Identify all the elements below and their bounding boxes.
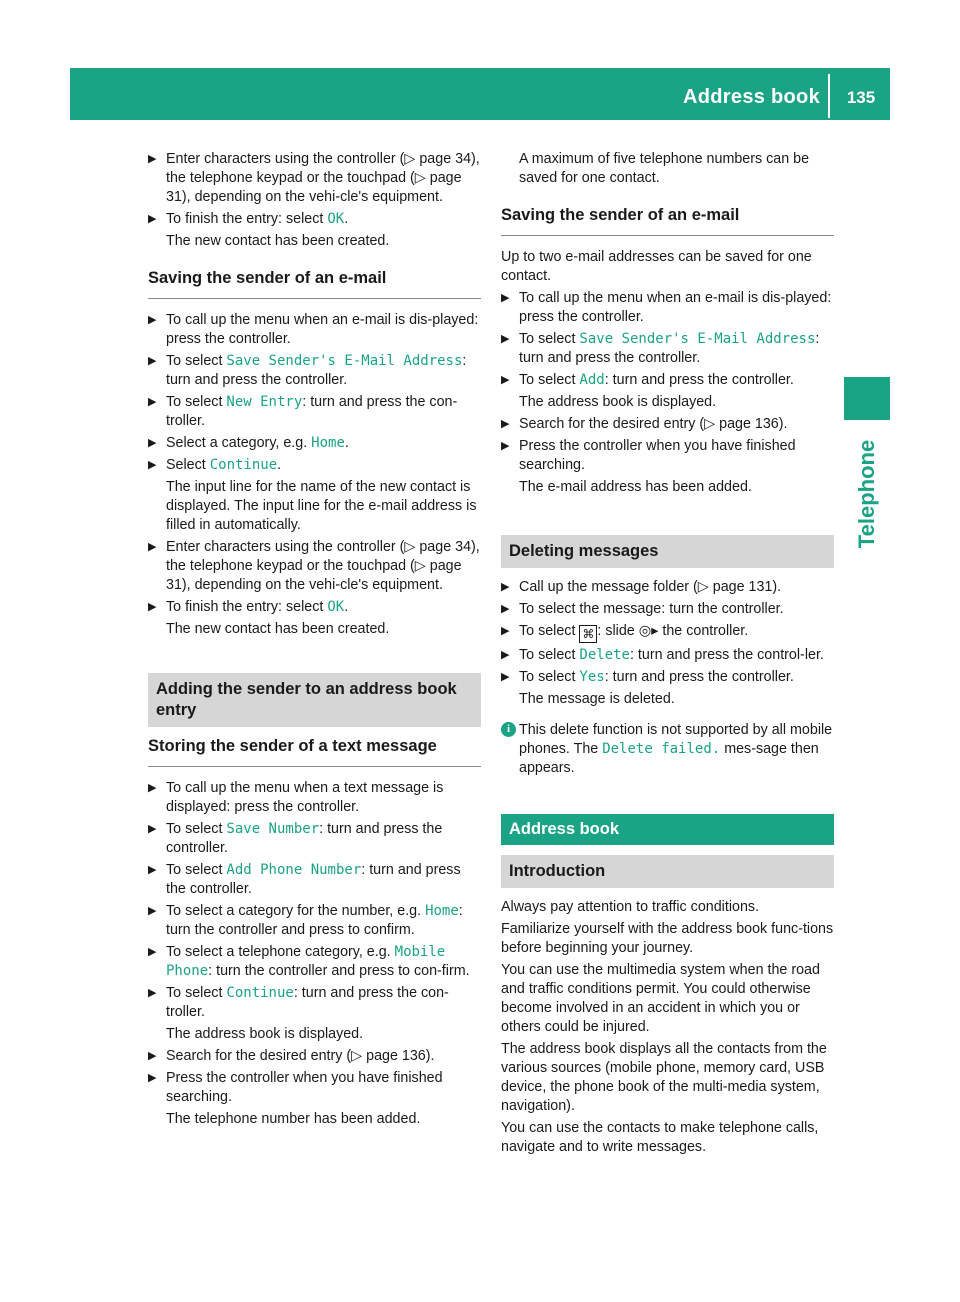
section-heading-box: Deleting messages <box>501 535 834 568</box>
menu-key: Add <box>579 372 605 388</box>
menu-key: Save Number <box>226 821 320 837</box>
arrow-icon: ▶ <box>501 581 510 593</box>
step: ▶ Enter characters using the controller (▷ page 34), the telephone keypad or the touchpad (▷ page 31), depending on the vehi-cle's equipment. <box>148 539 480 593</box>
side-block <box>844 377 890 420</box>
menu-key: Continue <box>209 457 278 473</box>
arrow-icon: ▶ <box>148 314 157 326</box>
arrow-icon: ▶ <box>501 625 510 637</box>
arrow-icon: ▶ <box>501 374 510 386</box>
step: ▶ To select Save Number: turn and press the controller. <box>148 821 443 856</box>
step: ▶ To finish the entry: select OK. <box>148 599 349 615</box>
step: ▶ Press the controller when you have finished searching. <box>501 438 796 473</box>
step: ▶ To select the message: turn the controller. <box>501 601 784 617</box>
section-heading-box: Introduction <box>501 855 834 888</box>
menu-key: Home <box>311 435 345 451</box>
step-result: The new contact has been created. <box>166 621 390 637</box>
step-result: The new contact has been created. <box>166 233 390 249</box>
arrow-icon: ▶ <box>148 541 157 553</box>
menu-key: Add Phone Number <box>226 862 362 878</box>
header-title: Address book <box>683 86 820 108</box>
step: ▶ To select Add: turn and press the controller. <box>501 372 794 388</box>
arrow-icon: ▶ <box>148 601 157 613</box>
step: ▶ To select Continue: turn and press the con-troller. <box>148 985 449 1020</box>
menu-key: Yes <box>579 669 605 685</box>
arrow-icon: ▶ <box>501 333 510 345</box>
menu-key: Home <box>425 903 459 919</box>
paragraph: Familiarize yourself with the address book func-tions before beginning your journey. <box>501 921 834 956</box>
menu-key: Save Sender's E-Mail Address <box>226 353 463 369</box>
step: ▶ To call up the menu when an e-mail is dis-played: press the controller. <box>501 290 832 325</box>
step: ▶ Select a category, e.g. Home. <box>148 435 349 451</box>
step: ▶ Enter characters using the controller (▷ page 34), the telephone keypad or the touchpad (▷ page 31), depending on the vehi-cle's equipment. <box>148 151 480 205</box>
arrow-icon: ▶ <box>148 905 157 917</box>
step: ▶ Call up the message folder (▷ page 131). <box>501 579 782 595</box>
step: ▶ To call up the menu when a text message is displayed: press the controller. <box>148 780 444 815</box>
arrow-icon: ▶ <box>148 823 157 835</box>
arrow-icon: ▶ <box>501 603 510 615</box>
step: ▶ To select Delete: turn and press the control-ler. <box>501 647 824 663</box>
arrow-icon: ▶ <box>148 946 157 958</box>
arrow-icon: ▶ <box>501 440 510 452</box>
arrow-icon: ▶ <box>148 153 157 165</box>
menu-key: Save Sender's E-Mail Address <box>579 331 816 347</box>
info-icon: i <box>501 722 516 737</box>
side-tab <box>842 434 892 554</box>
arrow-icon: ▶ <box>501 418 510 430</box>
menu-icon: ⌘ <box>579 625 597 643</box>
step: ▶ Press the controller when you have finished searching. <box>148 1070 443 1105</box>
side-tab-label: Telephone <box>854 439 879 549</box>
menu-key: New Entry <box>226 394 303 410</box>
menu-key: Delete <box>579 647 630 663</box>
menu-key: OK <box>327 599 345 615</box>
header-divider <box>828 74 830 118</box>
info-note: i This delete function is not supported by all mobile phones. The Delete failed. mes-sage then appears. <box>501 721 834 778</box>
step: ▶ To call up the menu when an e-mail is dis-played: press the controller. <box>148 312 479 347</box>
arrow-icon: ▶ <box>148 1072 157 1084</box>
arrow-icon: ▶ <box>501 292 510 304</box>
arrow-icon: ▶ <box>148 437 157 449</box>
page-number: 135 <box>846 88 876 107</box>
paragraph: You can use the contacts to make telephone calls, navigate and to write messages. <box>501 1120 819 1155</box>
header-bar <box>70 68 890 120</box>
menu-key: Delete failed. <box>602 741 721 757</box>
step: ▶ To select a telephone category, e.g. Mobile Phone: turn the controller and press to con-firm. <box>148 944 470 979</box>
section-heading-box: Adding the sender to an address book entry <box>148 673 481 727</box>
section-heading: Saving the sender of an e-mail <box>148 269 481 299</box>
arrow-icon: ▶ <box>148 459 157 471</box>
paragraph: The address book displays all the contacts from the various sources (mobile phone, memory card, USB device, the phone book of the multi-media system, navigation). <box>501 1041 827 1114</box>
step: ▶ To finish the entry: select OK. <box>148 211 349 227</box>
step-result: The message is deleted. <box>519 691 675 707</box>
menu-key: Continue <box>226 985 294 1001</box>
right-column <box>501 150 834 1160</box>
section-heading: Saving the sender of an e-mail <box>501 206 834 236</box>
step-result: The address book is displayed. <box>166 1026 364 1042</box>
arrow-icon: ▶ <box>148 864 157 876</box>
step: ▶ To select Yes: turn and press the controller. <box>501 669 794 685</box>
arrow-icon: ▶ <box>148 355 157 367</box>
section-heading: Storing the sender of a text message <box>148 737 481 767</box>
step-result: The address book is displayed. <box>519 394 717 410</box>
menu-key: OK <box>327 211 345 227</box>
paragraph: You can use the multimedia system when the road and traffic conditions permit. You could otherwise become involved in an accident in which you or others could be injured. <box>501 962 820 1035</box>
step: ▶ Search for the desired entry (▷ page 136). <box>501 416 788 432</box>
step: ▶ To select New Entry: turn and press the con-troller. <box>148 394 458 429</box>
step-result: The e-mail address has been added. <box>519 479 752 495</box>
step: ▶ To select Add Phone Number: turn and press the controller. <box>148 862 461 897</box>
arrow-icon: ▶ <box>148 396 157 408</box>
controller-icon: ◎ <box>638 623 652 639</box>
step: ▶ To select Save Sender's E-Mail Address: turn and press the controller. <box>148 353 467 388</box>
step: ▶ To select Save Sender's E-Mail Address: turn and press the controller. <box>501 331 820 366</box>
slide-right-icon: ▸ <box>651 623 659 639</box>
menu-key: Mobile Phone <box>166 944 446 979</box>
step: ▶ Search for the desired entry (▷ page 136). <box>148 1048 435 1064</box>
top-note: A maximum of five telephone numbers can be saved for one contact. <box>519 151 810 186</box>
arrow-icon: ▶ <box>501 671 510 683</box>
arrow-icon: ▶ <box>501 649 510 661</box>
step-result: The telephone number has been added. <box>166 1111 421 1127</box>
step: ▶ To select a category for the number, e.g. Home: turn the controller and press to confirm. <box>148 903 463 938</box>
step: ▶ To select ⌘ : slide ◎▸ the controller. <box>501 623 749 641</box>
arrow-icon: ▶ <box>148 1050 157 1062</box>
arrow-icon: ▶ <box>148 987 157 999</box>
arrow-icon: ▶ <box>148 213 157 225</box>
paragraph: Up to two e-mail addresses can be saved for one contact. <box>501 249 812 284</box>
step: ▶ Select Continue. <box>148 457 282 473</box>
arrow-icon: ▶ <box>148 782 157 794</box>
section-heading-green: Address book <box>501 814 834 845</box>
left-column <box>148 150 481 1132</box>
step-result: The input line for the name of the new contact is displayed. The input line for the e-mail address is filled in automatically. <box>166 479 477 533</box>
paragraph: Always pay attention to traffic conditions. <box>501 899 760 915</box>
